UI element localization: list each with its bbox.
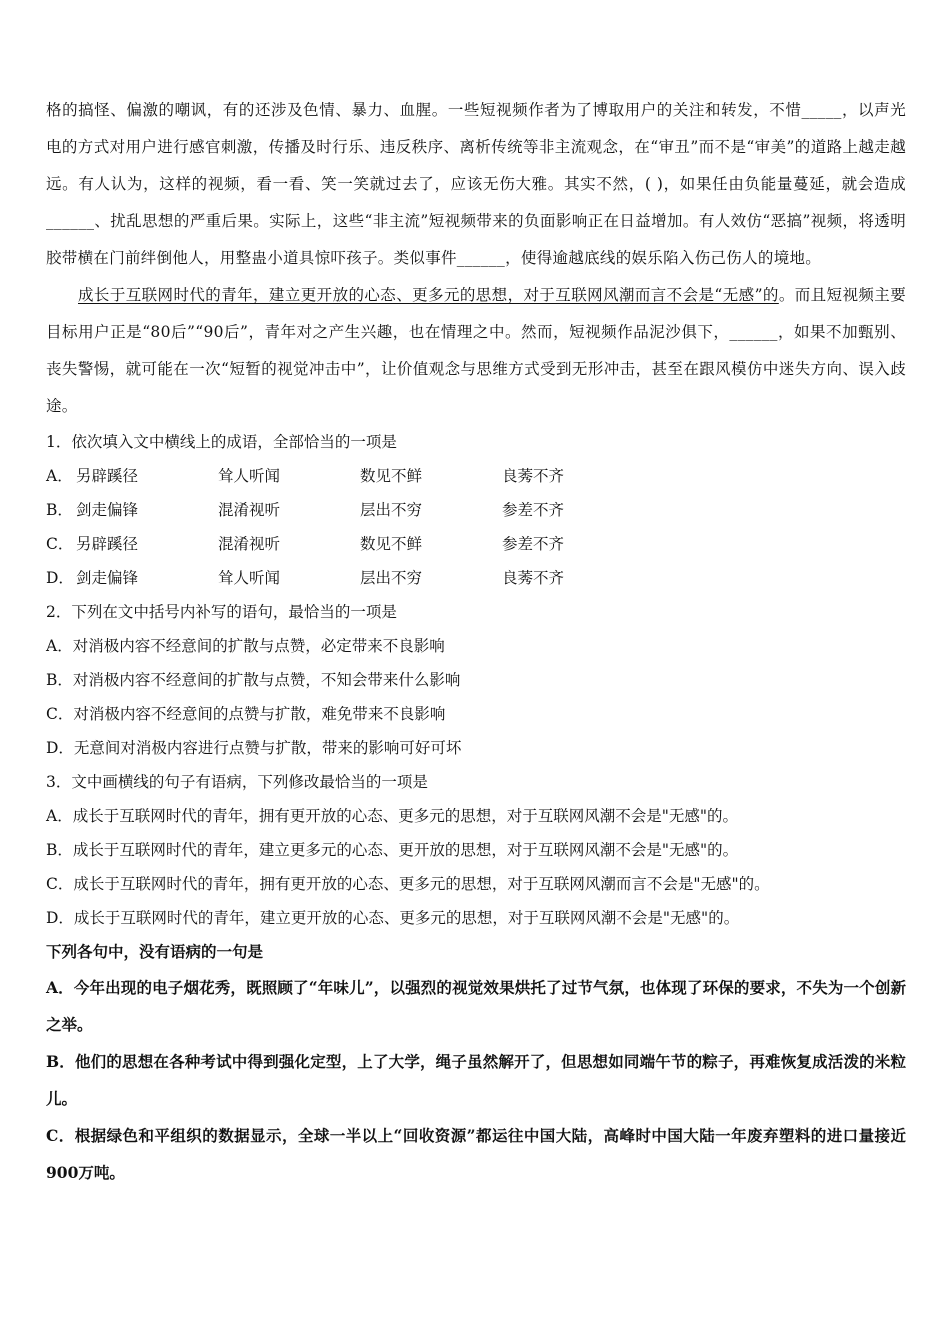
question-1-option-b[interactable] [46,493,906,527]
question-1-stem: 1．依次填入文中横线上的成语，全部恰当的一项是 [46,433,397,451]
option-idiom-2: 混淆视听 [218,535,281,553]
question-3-option-c[interactable]: C．成长于互联网时代的青年，拥有更开放的心态、更多元的思想，对于互联网风潮而言不会是"无感"的。 [46,875,770,893]
option-idiom-4: 良莠不齐 [502,467,565,485]
underlined-sentence: 成长于互联网时代的青年，建立更开放的心态、更多元的思想，对于互联网风潮而言不会是“无感”的 [78,286,779,304]
option-idiom-4: 参差不齐 [502,501,565,519]
question-2-stem: 2．下列在文中括号内补写的语句，最恰当的一项是 [46,603,397,621]
option-letter: B． [46,501,73,519]
option-letter: A． [46,467,73,485]
option-idiom-3: 层出不穷 [360,501,423,519]
question-4-option-a[interactable]: A．今年出现的电子烟花秀，既照顾了“年味儿”，以强烈的视觉效果烘托了过节气氛，也体现了环保的要求，不失为一个创新之举。 [46,978,906,1034]
document-page [46,92,906,1191]
question-4-stem: 下列各句中，没有语病的一句是 [46,942,264,961]
question-3-option-b[interactable]: B．成长于互联网时代的青年，建立更多元的心态、更开放的思想，对于互联网风潮不会是"无感"的。 [46,841,739,859]
option-idiom-4: 参差不齐 [502,535,565,553]
option-idiom-2: 混淆视听 [218,501,281,519]
question-2-option-c[interactable]: C．对消极内容不经意间的点赞与扩散，难免带来不良影响 [46,705,446,723]
option-letter: D． [46,569,74,587]
passage-paragraph-1: 格的搞怪、偏激的嘲讽，有的还涉及色情、暴力、血腥。一些短视频作者为了博取用户的关注和转发，不惜_____，以声光电的方式对用户进行感官刺激，传播及时行乐、违反秩序、离析传统等非主流观念，在“审丑”而不是“审美”的道路上越走越远。有人认为，这样的视频，看一看、笑一笑就过去了，应该无伤大雅。其实不然，( )，如果任由负能量蔓延，就会造成______、扰乱思想的严重后果。实际上，这些“非主流”短视频带来的负面影响正在日益增加。有人效仿“恶搞”视频，将透明胶带横在门前绊倒他人，用整蛊小道具惊吓孩子。类似事件______，使得逾越底线的娱乐陷入伤己伤人的境地。 [46,101,906,267]
option-idiom-3: 数见不鲜 [360,467,423,485]
question-1-option-d[interactable] [46,561,906,595]
question-2-option-d[interactable]: D．无意间对消极内容进行点赞与扩散，带来的影响可好可坏 [46,739,462,757]
option-idiom-1: 剑走偏锋 [76,569,139,587]
question-4-option-b[interactable]: B．他们的思想在各种考试中得到强化定型，上了大学，绳子虽然解开了，但思想如同端午节的粽子，再难恢复成活泼的米粒儿。 [46,1052,906,1108]
question-1-option-c[interactable] [46,527,906,561]
question-3-option-d[interactable]: D．成长于互联网时代的青年，建立更开放的心态、更多元的思想，对于互联网风潮不会是"无感"的。 [46,909,740,927]
option-idiom-1: 另辟蹊径 [76,467,139,485]
option-idiom-1: 剑走偏锋 [76,501,139,519]
passage-paragraph-2-rest: 。而且短视频主要目标用户正是“80后”“90后”，青年对之产生兴趣，也在情理之中。然而，短视频作品泥沙俱下，______，如果不加甄别、丧失警惕，就可能在一次“短暂的视觉冲击中”，让价值观念与思维方式受到无形冲击，甚至在跟风模仿中迷失方向、误入歧途。 [46,286,907,415]
option-idiom-1: 另辟蹊径 [76,535,139,553]
question-2-option-b[interactable]: B．对消极内容不经意间的扩散与点赞，不知会带来什么影响 [46,671,461,689]
question-4-option-c[interactable]: C．根据绿色和平组织的数据显示，全球一半以上“回收资源”都运往中国大陆，高峰时中国大陆一年废弃塑料的进口量接近900万吨。 [46,1126,906,1182]
option-idiom-2: 耸人听闻 [218,467,281,485]
option-idiom-2: 耸人听闻 [218,569,281,587]
passage-paragraph-2 [46,277,906,425]
option-idiom-4: 良莠不齐 [502,569,565,587]
option-letter: C． [46,535,74,553]
question-2-option-a[interactable]: A．对消极内容不经意间的扩散与点赞，必定带来不良影响 [46,637,445,655]
option-idiom-3: 层出不穷 [360,569,423,587]
question-3-option-a[interactable]: A．成长于互联网时代的青年，拥有更开放的心态、更多元的思想，对于互联网风潮不会是"无感"的。 [46,807,738,825]
option-idiom-3: 数见不鲜 [360,535,423,553]
question-3-stem: 3．文中画横线的句子有语病，下列修改最恰当的一项是 [46,773,428,791]
question-1-option-a[interactable] [46,459,906,493]
